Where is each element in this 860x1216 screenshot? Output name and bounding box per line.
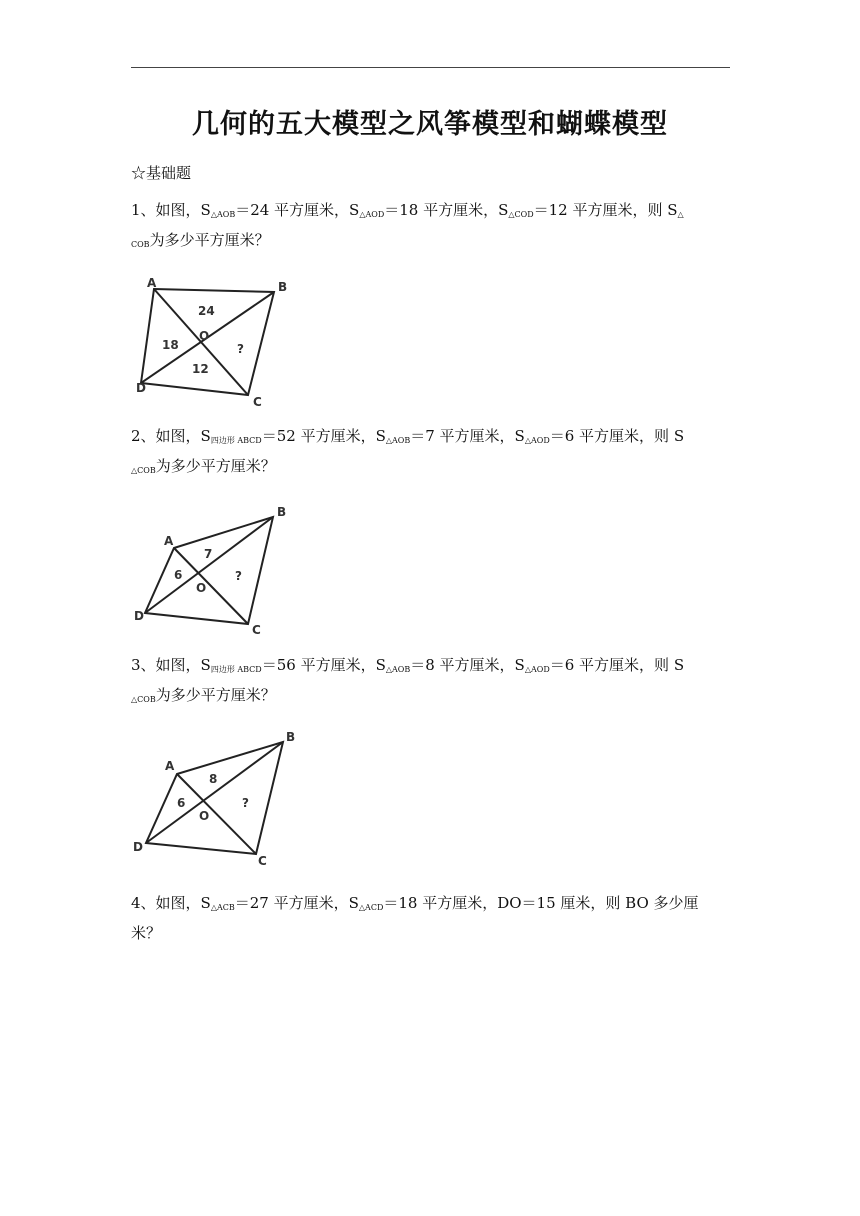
- area-left: 6: [174, 568, 183, 582]
- area-right: ?: [235, 569, 242, 583]
- question-4: 4、如图，$S_{\triangle ACB}=27$ 平方厘米，$S_{\triangle ACD}=18$ 平方厘米，DO＝15 厘米，则 BO 多少厘 米？: [131, 894, 699, 942]
- label-o: O: [199, 329, 210, 343]
- area-right: ?: [237, 342, 244, 356]
- area-top: 8: [209, 772, 218, 786]
- area-left: 18: [162, 338, 179, 352]
- area-top: 7: [204, 547, 213, 561]
- question-1: 1、如图，$S_{\triangle AOB}=24$ 平方厘米，$S_{\triangle AOD}=18$ 平方厘米，$S_{\triangle COD}=12$ 平方厘米，则 $S_\triangle$ $_{COB}$为多少平方厘米？: [131, 201, 684, 249]
- label-b: B: [278, 280, 288, 294]
- question-2: 2、如图，$S_{四边形 ABCD}=52$ 平方厘米，$S_{\triangle AOB}=7$ 平方厘米，$S_{\triangle AOD}=6$ 平方厘米，则 S $_{\triangle COB}$为多少平方厘米？: [131, 427, 685, 475]
- diagonal-ac: [177, 774, 256, 854]
- figure-3: [131, 727, 301, 867]
- label-c: C: [252, 623, 261, 637]
- label-a: A: [165, 759, 175, 773]
- label-a: A: [164, 534, 174, 548]
- question-3: 3、如图，$S_{四边形 ABCD}=56$ 平方厘米，$S_{\triangle AOB}=8$ 平方厘米，$S_{\triangle AOD}=6$ 平方厘米，则 S $_{\triangle COB}$为多少平方厘米？: [131, 656, 685, 704]
- label-a: A: [147, 276, 157, 290]
- area-left: 6: [177, 796, 186, 810]
- section-heading: ☆基础题: [131, 164, 192, 182]
- figure-2: [131, 503, 301, 638]
- page-title: 几何的五大模型之风筝模型和蝴蝶模型: [192, 109, 668, 140]
- header-rule: [131, 67, 730, 68]
- label-d: D: [136, 381, 146, 395]
- label-b: B: [277, 505, 287, 519]
- label-d: D: [134, 609, 144, 623]
- label-o: O: [199, 809, 210, 823]
- label-b: B: [286, 730, 296, 744]
- area-right: ?: [242, 796, 249, 810]
- label-c: C: [253, 395, 262, 409]
- area-bottom: 12: [192, 362, 209, 376]
- figure-1: [131, 275, 301, 410]
- label-o: O: [196, 581, 207, 595]
- label-d: D: [133, 840, 143, 854]
- label-c: C: [258, 854, 267, 867]
- area-top: 24: [198, 304, 215, 318]
